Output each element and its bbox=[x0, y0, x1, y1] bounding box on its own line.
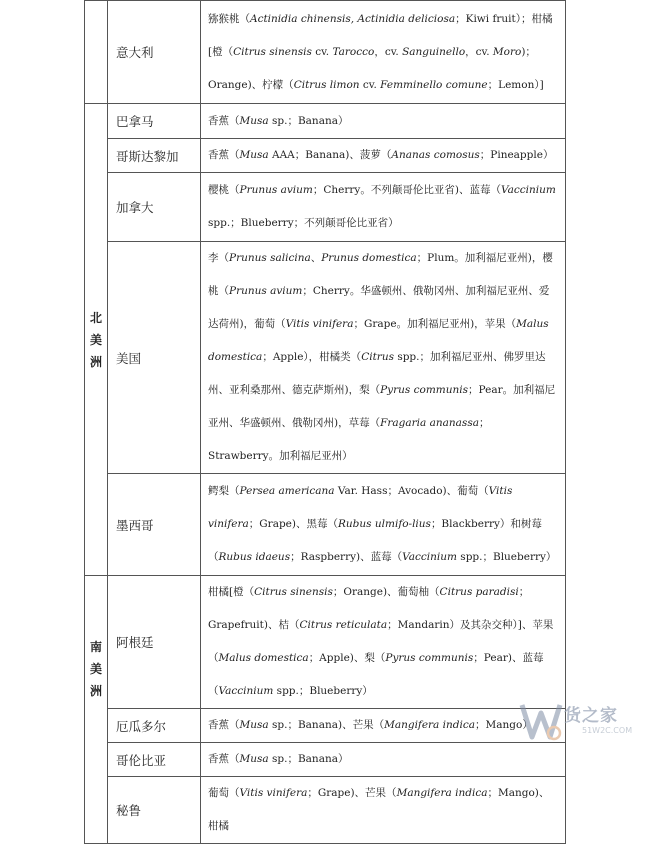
table-row bbox=[85, 777, 566, 844]
watermark-subtext: 51W2C.COM bbox=[582, 726, 633, 735]
country-cell: 加拿大 bbox=[108, 173, 201, 242]
country-cell: 巴拿马 bbox=[108, 104, 201, 139]
region-char: 美 bbox=[89, 662, 102, 676]
content-cell: 葡萄（Vitis vinifera；Grape)、芒果（Mangifera indica；Mango)、柑橘 bbox=[201, 777, 566, 844]
region-cell-europe bbox=[85, 1, 108, 104]
region-char: 洲 bbox=[89, 354, 102, 369]
country-cell: 哥伦比亚 bbox=[108, 743, 201, 777]
country-cell: 意大利 bbox=[108, 1, 201, 104]
content-cell: 香蕉（Musa AAA；Banana)、菠萝（Ananas comosus；Pineapple） bbox=[201, 139, 566, 173]
content-cell: 樱桃（Prunus avium；Cherry。不列颠哥伦比亚省)、蓝莓（Vaccinium spp.；Blueberry；不列颠哥伦比亚省） bbox=[201, 173, 566, 242]
content-cell: 鳄梨（Persea americana Var. Hass；Avocado)、葡萄（Vitis vinifera；Grape)、黑莓（Rubus ulmifo-lius；Blackberry）和树莓（Rubus idaeus；Raspberry)、蓝莓（Vaccinium spp.；Blueberry） bbox=[201, 474, 566, 576]
table-row bbox=[85, 1, 566, 104]
country-cell: 美国 bbox=[108, 242, 201, 474]
country-cell: 秘鲁 bbox=[108, 777, 201, 844]
region-char: 洲 bbox=[89, 684, 102, 698]
table-row bbox=[85, 139, 566, 173]
table-row bbox=[85, 709, 566, 743]
country-cell: 厄瓜多尔 bbox=[108, 709, 201, 743]
region-cell-south-america bbox=[85, 576, 108, 844]
watermark bbox=[512, 693, 650, 751]
fruit-import-table bbox=[84, 0, 566, 844]
country-cell: 阿根廷 bbox=[108, 576, 201, 709]
content-cell: 李（Prunus salicina、Prunus domestica；Plum。加利福尼亚州)，樱桃（Prunus avium；Cherry。华盛顿州、俄勒冈州、加利福尼亚州、爱达荷州)，葡萄（Vitis vinifera；Grape。加利福尼亚州)，苹果（Malus domestica；Apple），柑橘类（Citrus spp.；加利福尼亚州、佛罗里达州、亚利桑那州、德克萨斯州)，梨（Pyrus communis；Pear。加利福尼亚州、华盛顿州、俄勒冈州)，草莓（Fragaria ananassa；Strawberry。加利福尼亚州） bbox=[201, 242, 566, 474]
table-row bbox=[85, 173, 566, 242]
table-row bbox=[85, 743, 566, 777]
content-cell: 香蕉（Musa sp.；Banana） bbox=[201, 104, 566, 139]
content-cell: 柑橘[橙（Citrus sinensis；Orange)、葡萄柚（Citrus paradisi；Grapefruit)、桔（Citrus reticulata；Mandarin）及其杂交种）]、苹果（Malus domestica；Apple)、梨（Pyrus communis；Pear)、蓝莓（Vaccinium spp.；Blueberry） bbox=[201, 576, 566, 709]
region-cell-north-america bbox=[85, 104, 108, 576]
country-cell: 哥斯达黎加 bbox=[108, 139, 201, 173]
table-row bbox=[85, 474, 566, 576]
table-row bbox=[85, 242, 566, 474]
country-cell: 墨西哥 bbox=[108, 474, 201, 576]
region-char: 美 bbox=[89, 332, 102, 347]
region-char: 北 bbox=[89, 310, 102, 325]
table-row bbox=[85, 576, 566, 709]
watermark-text: 货之家 bbox=[564, 706, 618, 726]
table-row bbox=[85, 104, 566, 139]
watermark-logo-icon bbox=[518, 697, 564, 745]
content-cell: 香蕉（Musa sp.；Banana)、芒果（Mangifera indica；Mango） bbox=[201, 709, 566, 743]
region-char: 南 bbox=[89, 640, 102, 654]
content-cell: 猕猴桃（Actinidia chinensis, Actinidia deliciosa；Kiwi fruit）；柑橘[橙（Citrus sinensis cv. Tarocco，cv. Sanguinello，cv. Moro)；Orange)、柠檬（Citrus limon cv. Femminello comune；Lemon）] bbox=[201, 1, 566, 104]
content-cell: 香蕉（Musa sp.；Banana） bbox=[201, 743, 566, 777]
